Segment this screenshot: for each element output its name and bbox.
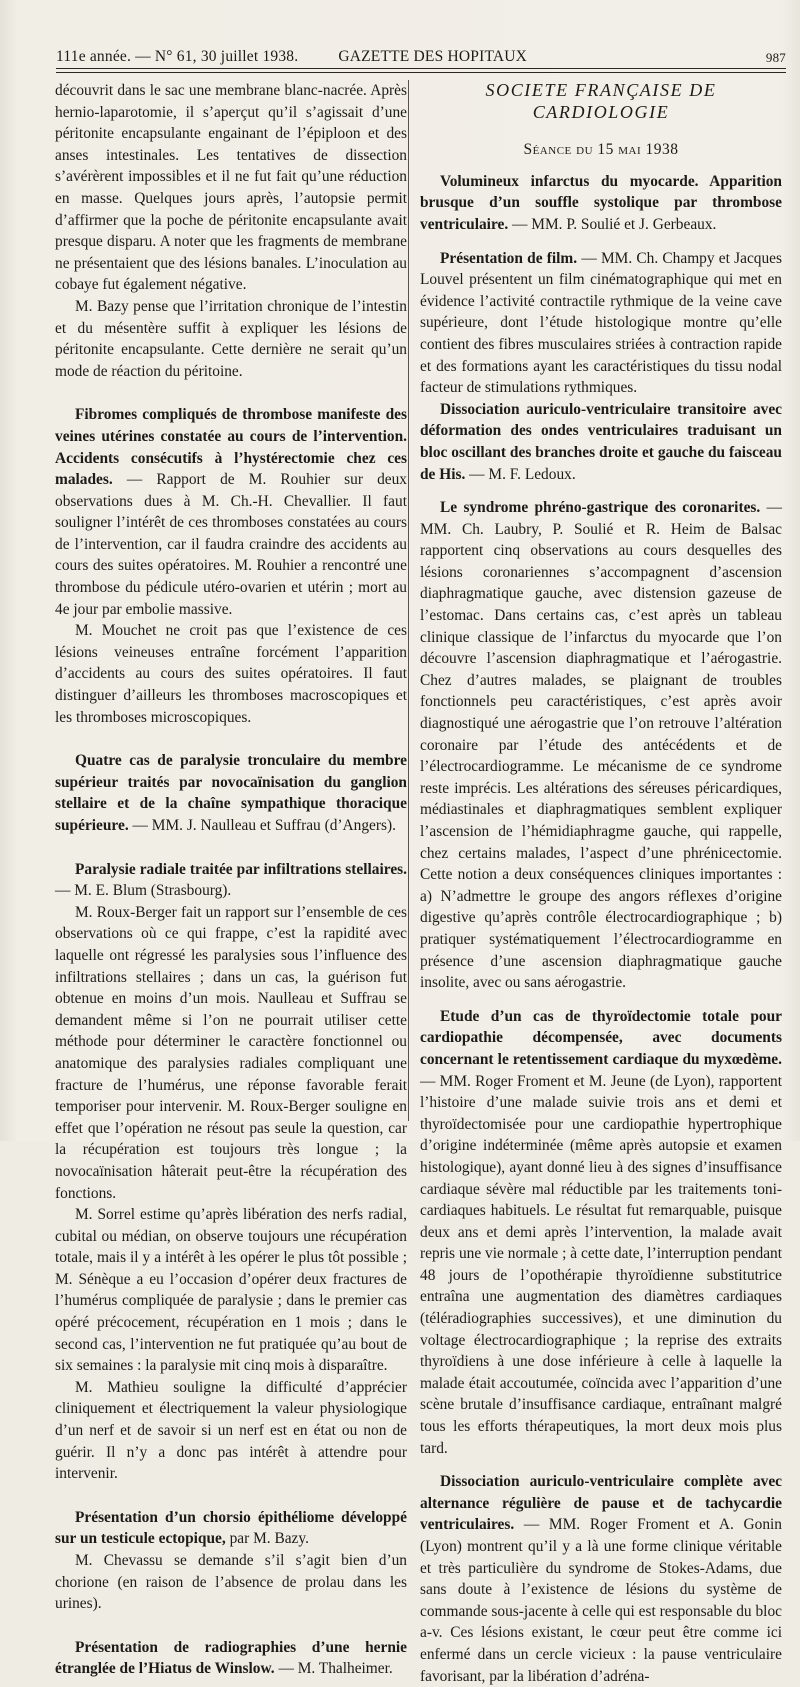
article-infarctus bbox=[420, 171, 782, 236]
paragraph: découvrit dans le sac une membrane blanc-nacrée. Après hernio-laparotomie, il s’aperçut qu’il s’agissait d’une péritonite encapsulante engainant de l’épiploon et des anses intestinales. Les tentatives de dissection s’avérèrent impossibles et il ne fut fait qu’une réduction en masse. Quelques jours après, l’autopsie permit d’affirmer que la poche de péritonite encapsulante avait presque disparu. A noter que les fragments de membrane ne présentaient que des lésions banales. L’inoculation au cobaye fut également négative. bbox=[55, 82, 407, 294]
article-chorsio bbox=[55, 1507, 407, 1550]
article-text: — MM. Roger Froment et A. Gonin (Lyon) montrent qu’il y a là une forme clinique véritable et très particulière du syndrome de Stokes-Adams, due sans doute à l’existence de lésions du système de commande sous-jacente à celle qui est responsable du bloc a-v. Ces lésions existant, le cœur peut être comme ici enfermé dans un cercle vicieux : la pause ventriculaire favorisant, par la libération d’adréna- bbox=[420, 1516, 782, 1685]
article-radiographies bbox=[55, 1637, 407, 1680]
left-column bbox=[55, 80, 407, 1678]
article-title: Quatre cas de paralysie tronculaire du membre supérieur traités par novocaïnisation du ganglion stellaire et de la chaîne sympathique thoracique supérieure. bbox=[55, 752, 407, 834]
article-paralysie-radiale bbox=[55, 859, 407, 902]
paragraph: M. Chevassu se demande s’il s’agit bien d’un chorione (en raison de l’absence de prolau dans les urines). bbox=[55, 1552, 407, 1613]
article-title: Présentation d’un chorsio épithéliome développé sur un testicule ectopique, bbox=[55, 1508, 407, 1548]
article-title: Présentation de film. bbox=[440, 249, 578, 267]
paragraph: M. Roux-Berger fait un rapport sur l’ensemble de ces observations où ce qui frappe, c’est la rapidité avec laquelle ont régressé les paralysies sous l’influence des infiltrations stellaires ; dans un cas, la guérison fut obtenue en moins d’un mois. Naulleau et Suffrau se demandent même si l’on ne pourrait utiliser cette méthode pour déterminer le caractère fonctionnel ou anatomique des paralysies radiales compliquant une fracture de l’humérus, une réponse favorable ferait temporiser pour intervenir. M. Roux-Berger souligne en effet que l’opération ne résout pas seule la question, car la récupération est toujours très longue ; la novocaïnisation hâterait peut-être la récupération des fonctions. bbox=[55, 903, 407, 1202]
article-title: Volumineux infarctus du myocarde. Apparition brusque d’un souffle systolique par thrombose ventriculaire. bbox=[420, 172, 782, 233]
article-text: — M. E. Blum (Strasbourg). bbox=[55, 882, 232, 900]
page-header bbox=[56, 40, 786, 66]
article-quatre-cas bbox=[55, 750, 407, 836]
article-title: Paralysie radiale traitée par infiltrations stellaires. bbox=[75, 860, 407, 878]
page-number: 987 bbox=[765, 50, 786, 65]
paragraph: M. Mathieu souligne la difficulté d’apprécier cliniquement et électriquement la valeur physiologique d’un nerf et de savoir si un nerf est en état ou non de guérir. Il n’y a donc pas intérêt à attendre pour intervenir. bbox=[55, 1378, 407, 1483]
article-title: Le syndrome phréno-gastrique des coronarites. bbox=[440, 499, 761, 517]
right-column bbox=[420, 80, 782, 1685]
article-title: Présentation de radiographies d’une hernie étranglée de l’Hiatus de Winslow. bbox=[55, 1638, 407, 1678]
article-title: Dissociation auriculo-ventriculaire transitoire avec déformation des ondes ventriculaires traduisant un bloc oscillant des branches droite et gauche du faisceau de His. bbox=[420, 400, 782, 483]
article-dissociation-complete bbox=[420, 1471, 782, 1687]
article-phreno-gastrique bbox=[420, 497, 782, 994]
header-rule bbox=[56, 68, 786, 69]
article-dissociation bbox=[420, 399, 782, 485]
article-text: — MM. Ch. Champy et Jacques Louvel présentent un film cinématographique qui met en évidence l’activité contractile rythmique de la veine cave supérieure, dont l’étude histologique montre qu’elle contient des fibres musculaires striées à contraction rapide et des formations ayant les caractéristiques du tissu nodal facteur de stimulations rythmiques. bbox=[420, 249, 782, 397]
article-text: — MM. P. Soulié et J. Gerbeaux. bbox=[508, 215, 717, 233]
header-rule-thin bbox=[56, 72, 786, 73]
society-title: SOCIETE FRANÇAISE DE CARDIOLOGIE bbox=[485, 80, 717, 122]
issue-info: 111e année. — N° 61, 30 juillet 1938. bbox=[56, 48, 299, 65]
article-thyroidectomie bbox=[420, 1006, 782, 1459]
paragraph: M. Bazy pense que l’irritation chronique de l’intestin et du mésentère suffit à expliquer les lésions de péritonite encapsulante. Cette dernière ne serait qu’un mode de réaction du péritoine. bbox=[55, 297, 407, 380]
article-text: — MM. Roger Froment et M. Jeune (de Lyon), rapportent l’histoire d’une malade suivie trois ans et demi et thyroïdectomisée pour une cardiopathie hypertrophique d’origine indéterminée (même après autopsie et examen histologique), ayant donné lieu à des signes d’insuffisance cardiaque sévère mal réductible par les traitements toni-cardiaques habituels. Le résultat fut remarquable, puisque deux ans et demi après l’intervention, la malade avait repris une vie normale ; à cette date, l’interruption pendant 48 jours de l’opothérapie thyroïdienne substitutrice entraîna une augmentation des diamètres cardiaques (téléradiographies successives), et une diminution du voltage électrocardiographique ; la reprise des extraits thyroïdiens à une dose inférieure à celle à laquelle la malade était accoutumée, coïncida avec l’apparition d’une scène brutale d’insuffisance cardiaque, entraînant malgré tous les efforts thérapeutiques, la mort deux mois plus tard. bbox=[420, 1072, 782, 1457]
article-text: — M. F. Ledoux. bbox=[465, 465, 576, 483]
paragraph: M. Mouchet ne croit pas que l’existence de ces lésions veineuses entraîne forcément l’apparition d’accidents au cours des suites opératoires. Il faut distinguer d’ailleurs les thromboses macroscopiques et les thromboses microscopiques. bbox=[55, 622, 407, 726]
article-text: par M. Bazy. bbox=[225, 1530, 309, 1548]
article-film bbox=[420, 248, 782, 399]
article-text: — MM. Ch. Laubry, P. Soulié et R. Heim de Balsac rapportent cinq observations au cours desquelles des lésions coronariennes s’accompagnent d’ascension diaphragmatique gauche, avec distension gazeuse de l’estomac. Dans certains cas, c’est après un tableau clinique classique de l’infarctus du myocarde que l’on découvre l’ascension diaphragmatique et l’aérogastrie. Chez d’autres malades, se plaignant de troubles fonctionnels peu caractéristiques, c’est après avoir diagnostiqué une aérogastrie que l’on retrouve l’altération coronaire par l’étude des antécédents et de l’électrocardiogramme. Le mécanisme de ce syndrome reste imprécis. Les altérations des séreuses péricardiques, médiastinales et diaphragmatiques semblent expliquer l’ascension de l’hémidiaphragme gauche, qui rappelle, chez certains malades, l’aspect d’une phrénicectomie. Cette notion a deux conséquences cliniques importantes : a) N’admettre le groupe des angors réflexes d’origine digestive qu’après contrôle électrocardiographique ; b) pratiquer systématiquement l’électrocardiogramme en présence d’une ascension diaphragmatique gauche insolite, avec ou sans aérogastrie. bbox=[420, 499, 782, 992]
article-text: — Rapport de M. Rouhier sur deux observations dues à M. Ch.-H. Chevallier. Il faut souligner l’intérêt de ces thromboses constatées au cours de l’intervention, car il faudra craindre des accidents au cours des suites opératoires. M. Rouhier a rencontré une thrombose du pédicule utéro-ovarien et utérin ; mort au 4e jour par embolie massive. bbox=[55, 471, 407, 618]
article-text: — M. Thalheimer. bbox=[274, 1660, 393, 1678]
session-date: Séance du 15 mai 1938 bbox=[523, 141, 679, 159]
article-title: Fibromes compliqués de thrombose manifeste des veines utérines constatée au cours de l’intervention. Accidents consécutifs à l’hystérectomie chez ces malades. bbox=[55, 406, 407, 489]
article-title: Dissociation auriculo-ventriculaire complète avec alternance régulière de pause et de tachycardie ventriculaires. bbox=[420, 1473, 782, 1534]
paragraph: M. Sorrel estime qu’après libération des nerfs radial, cubital ou médian, on observe toujours une récupération totale, mais il y a intérêt à les opérer le plus tôt possible ; M. Sénèque a eu l’occasion d’opérer deux fractures de l’humérus compliquée de paralysie ; dans le premier cas opéré précocement, récupération en 1 mois ; dans le second cas, l’intervention ne fut pratiquée qu’au bout de six semaines : la paralysie mit cinq mois à disparaître. bbox=[55, 1206, 407, 1375]
column-divider bbox=[408, 80, 409, 1121]
article-title: Etude d’un cas de thyroïdectomie totale pour cardiopathie décompensée, avec documents concernant le retentissement cardiaque du myxœdème. bbox=[420, 1007, 782, 1068]
journal-title: GAZETTE DES HOPITAUX bbox=[338, 48, 528, 65]
article-text: — MM. J. Naulleau et Suffrau (d’Angers). bbox=[128, 817, 396, 834]
article-fibromes bbox=[55, 404, 407, 620]
